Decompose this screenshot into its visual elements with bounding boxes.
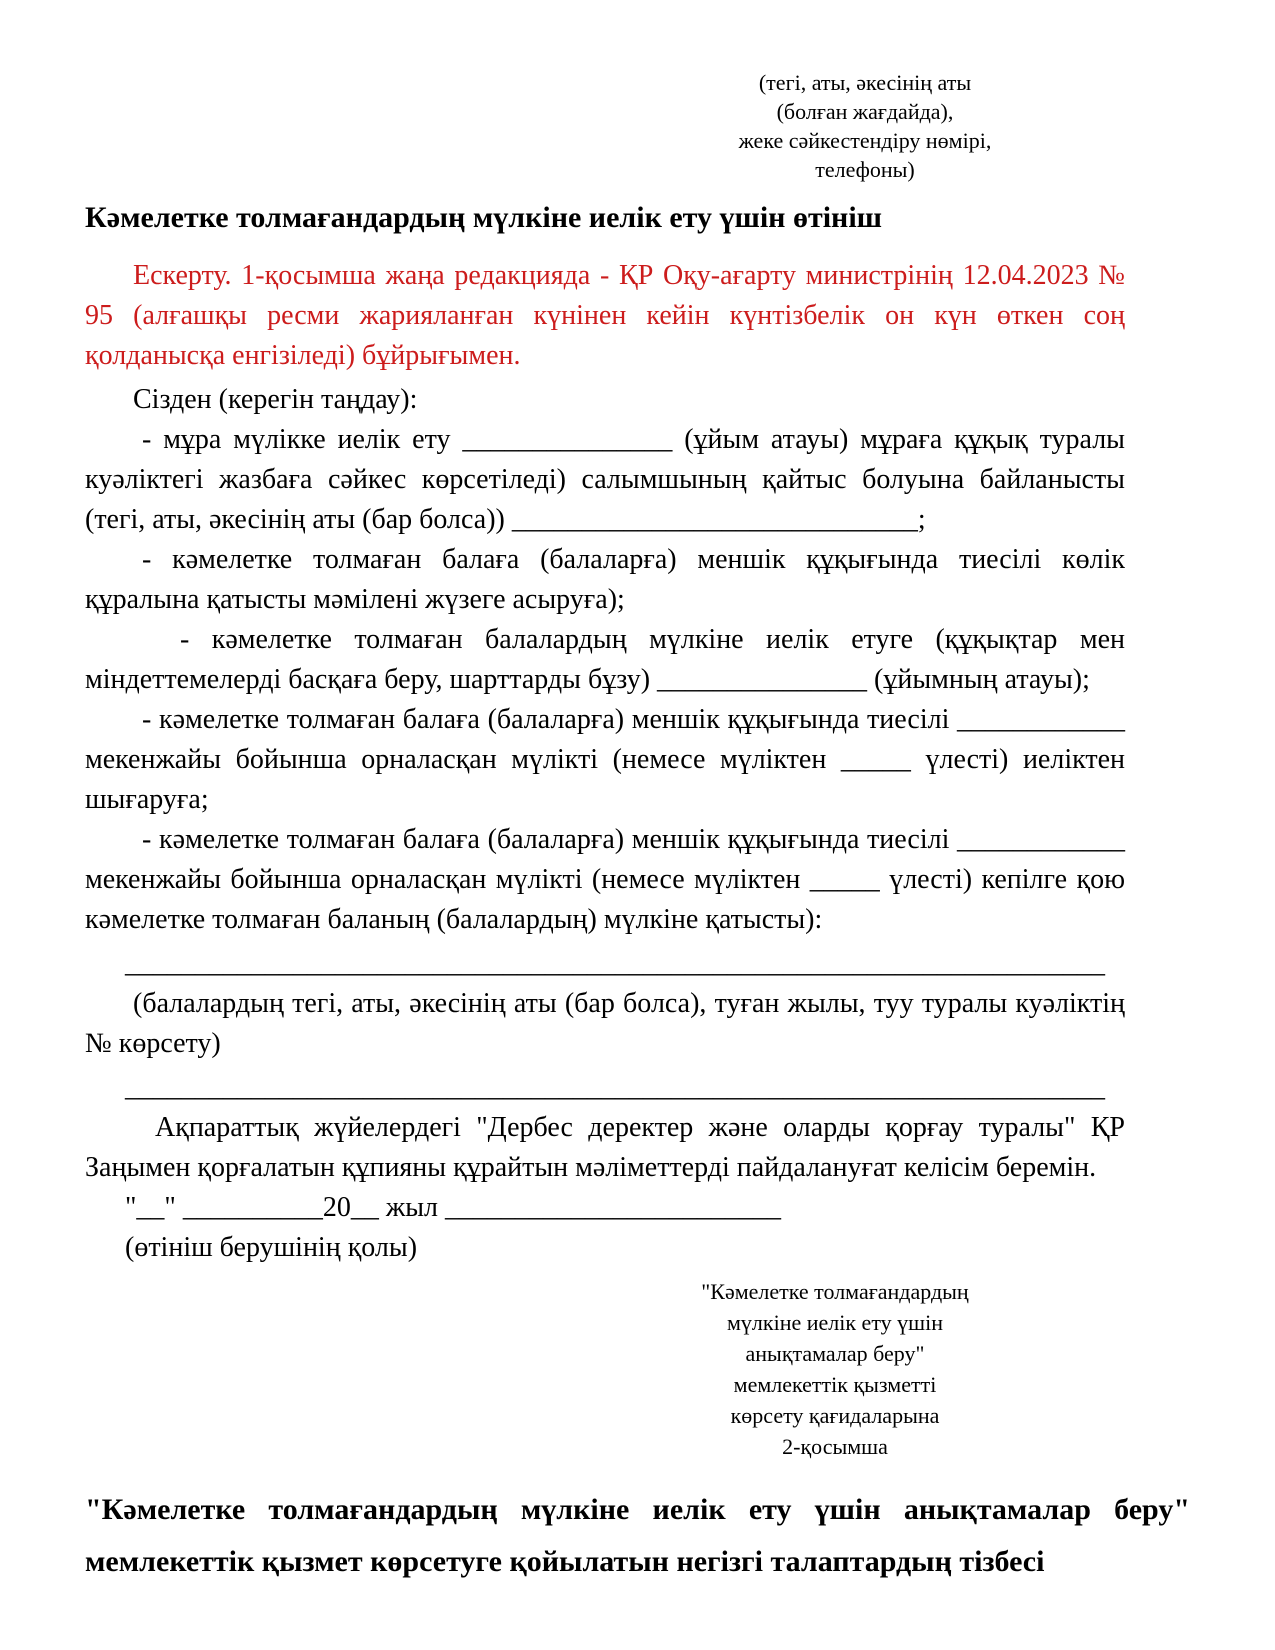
appendix-reference-line: 2-қосымша <box>782 1434 888 1459</box>
option-rights-transfer: - кәмелетке толмаған балалардың мүлкіне иелік етуге (құқықтар мен міндеттемелерді басқаға беру, шарттарды бұзу) _______________ (ұйымның атауы); <box>85 624 1125 695</box>
document-title: Кәмелетке толмағандардың мүлкіне иелік ету үшін өтініш <box>85 201 882 234</box>
appendix-reference-line: анықтамалар беру" <box>745 1341 925 1366</box>
header-requisites-hint <box>650 68 1080 184</box>
fill-in-line: ______________________________________________________________________ <box>125 1072 1105 1103</box>
appendix-reference-line: мүлкіне иелік ету үшін <box>727 1310 943 1335</box>
option-vehicle-transaction: - кәмелетке толмаған балаға (балаларға) меншік құқығында тиесілі көлік құралына қатысты мәмілені жүзеге асыруға); <box>85 544 1125 615</box>
requisites-hint-line: (болған жағдайда), <box>776 99 954 124</box>
personal-data-consent: Ақпараттық жүйелердегі "Дербес деректер және оларды қорғау туралы" ҚР Заңымен қорғалатын құпияны құрайтын мәліметтерді пайдалануғат келісім беремін. <box>85 1112 1125 1183</box>
option-inheritance: - мұра мүлікке иелік ету _______________ (ұйым атауы) мұраға құқық туралы куәліктегі жазбаға сәйкес көрсетіледі) салымшының қайтыс болуына байланысты (тегі, аты, әкесінің аты (бар болса)) _____________________________; <box>85 424 1125 535</box>
option-property-alienation: - кәмелетке толмаған балаға (балаларға) меншік құқығында тиесілі ____________ мекенжайы бойынша орналасқан мүлікті (немесе мүліктен _____ үлесті) иеліктен шығаруға; <box>85 704 1125 815</box>
requisites-hint-line: жеке сәйкестендіру нөмірі, <box>738 128 992 153</box>
option-property-pledge: - кәмелетке толмаған балаға (балаларға) меншік құқығында тиесілі ____________ мекенжайы бойынша орналасқан мүлікті (немесе мүліктен _____ үлесті) кепілге қою кәмелетке толмаған баланың (балалардың) мүлкіне қатысты): <box>85 824 1125 935</box>
children-details-hint: (балалардың тегі, аты, әкесінің аты (бар болса), туған жылы, туу туралы куәліктің № көрсету) <box>85 988 1125 1059</box>
fill-in-line: ______________________________________________________________________ <box>125 948 1105 979</box>
amendment-note: Ескерту. 1-қосымша жаңа редакцияда - ҚР Оқу-ағарту министрінің 12.04.2023 № 95 (алғашқы ресми жарияланған күнінен кейін күнтізбелік он күн өткен соң қолданысқа енгізіледі) бұйрығымен. <box>85 260 1125 371</box>
date-signature-line: "__" __________20__ жыл ________________________ <box>125 1192 781 1223</box>
appendix-reference-line: көрсету қағидаларына <box>730 1403 940 1428</box>
appendix-reference-line: "Кәмелетке толмағандардың <box>701 1279 969 1304</box>
requisites-hint-line: (тегі, аты, әкесінің аты <box>758 70 972 95</box>
requisites-hint-line: телефоны) <box>815 157 915 182</box>
appendix-reference <box>620 1276 1050 1462</box>
choose-prompt: Сізден (керегін таңдау): <box>133 384 418 415</box>
requirements-list-heading: "Кәмелетке толмағандардың мүлкіне иелік ету үшін анықтамалар беру" мемлекеттік қызмет көрсетуге қойылатын негізгі талаптардың тізбесі <box>85 1493 1190 1578</box>
appendix-reference-line: мемлекеттік қызметті <box>733 1372 937 1397</box>
applicant-signature-hint: (өтініш берушінің қолы) <box>125 1232 418 1263</box>
